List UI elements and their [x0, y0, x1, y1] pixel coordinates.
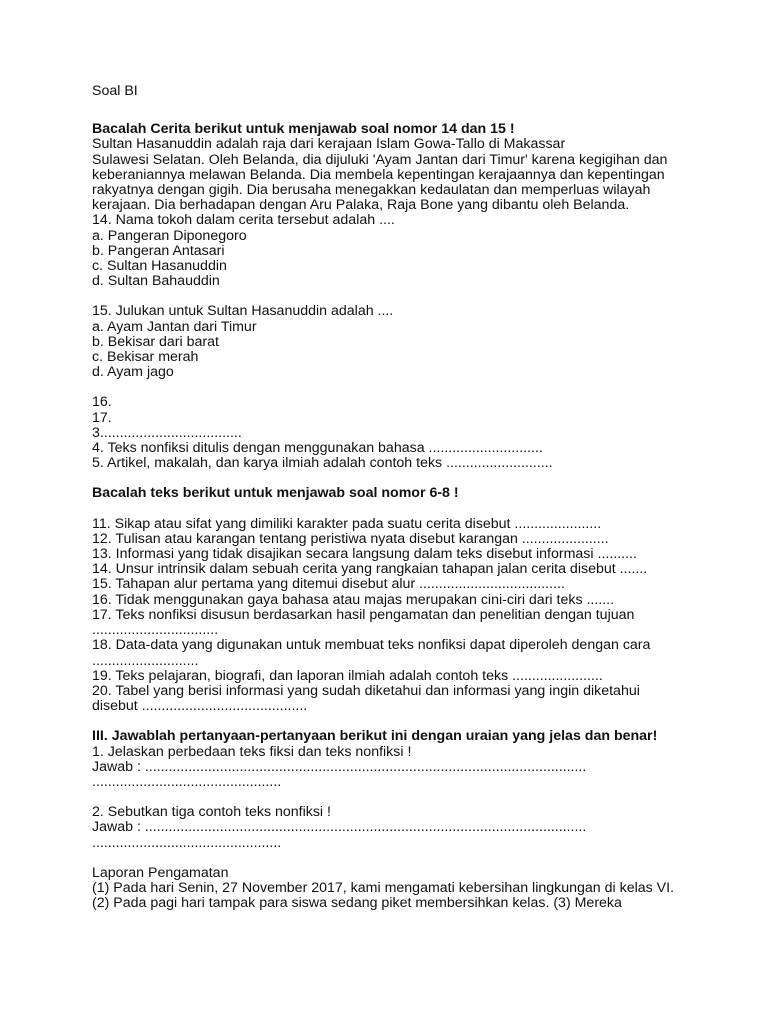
list-item: 17.: [92, 409, 112, 426]
list-item: 13. Informasi yang tidak disajikan secara langsung dalam teks disebut informasi ..........: [92, 546, 637, 563]
report-line: (1) Pada hari Senin, 27 November 2017, kami mengamati kebersihan lingkungan di kelas VI.: [92, 879, 675, 896]
list-item: 16.: [92, 394, 112, 411]
list-item: ................................: [92, 622, 219, 639]
list-item: 5. Artikel, makalah, dan karya ilmiah adalah contoh teks ...........................: [92, 455, 553, 472]
list-item: ...........................: [92, 652, 199, 669]
option: d. Sultan Bahauddin: [92, 273, 220, 290]
option: d. Ayam jago: [92, 364, 174, 381]
answer-line: Jawab : ................................................................................................................: [92, 758, 587, 775]
section2-heading: Bacalah teks berikut untuk menjawab soal nomor 6-8 !: [92, 485, 459, 502]
option: a. Pangeran Diponegoro: [92, 227, 247, 244]
answer-line: Jawab : ................................................................................................................: [92, 819, 587, 836]
essay-question-2: 2. Sebutkan tiga contoh teks nonfiksi !: [92, 804, 331, 821]
list-item: 11. Sikap atau sifat yang dimiliki karakter pada suatu cerita disebut ......................: [92, 515, 602, 532]
essay-question-1: 1. Jelaskan perbedaan teks fiksi dan teks nonfiksi !: [92, 743, 412, 760]
list-item: 14. Unsur intrinsik dalam sebuah cerita yang rangkaian tahapan jalan cerita disebut .......: [92, 561, 648, 578]
section1-heading: Bacalah Cerita berikut untuk menjawab soal nomor 14 dan 15 !: [92, 121, 515, 138]
list-item: 17. Teks nonfiksi disusun berdasarkan hasil pengamatan dan penelitian dengan tujuan: [92, 606, 635, 623]
list-item: disebut ..........................................: [92, 698, 308, 715]
report-title: Laporan Pengamatan: [92, 864, 229, 881]
list-item: 15. Tahapan alur pertama yang ditemui disebut alur .....................................: [92, 576, 565, 593]
answer-line: ................................................: [92, 834, 282, 851]
passage-line: Sulawesi Selatan. Oleh Belanda, dia dijuluki 'Ayam Jantan dari Timur' karena kegigihan dan: [92, 151, 668, 168]
report-line: (2) Pada pagi hari tampak para siswa sedang piket membersihkan kelas. (3) Mereka: [92, 895, 622, 912]
question-14: 14. Nama tokoh dalam cerita tersebut adalah ....: [92, 212, 395, 229]
answer-line: ................................................: [92, 773, 282, 790]
option: c. Sultan Hasanuddin: [92, 258, 227, 275]
list-item: 4. Teks nonfiksi ditulis dengan menggunakan bahasa .............................: [92, 440, 543, 457]
list-item: 16. Tidak menggunakan gaya bahasa atau majas merupakan cini-ciri dari teks .......: [92, 591, 615, 608]
list-item: 12. Tulisan atau karangan tentang peristiwa nyata disebut karangan ......................: [92, 530, 609, 547]
option: c. Bekisar merah: [92, 349, 199, 366]
passage-line: Sultan Hasanuddin adalah raja dari kerajaan Islam Gowa-Tallo di Makassar: [92, 136, 566, 153]
document-page: [92, 84, 732, 911]
passage-line: kerajaan. Dia berhadapan dengan Aru Palaka, Raja Bone yang dibantu oleh Belanda.: [92, 197, 630, 214]
list-item: 19. Teks pelajaran, biografi, dan laporan ilmiah adalah contoh teks .......................: [92, 667, 603, 684]
list-item: 20. Tabel yang berisi informasi yang sudah diketahui dan informasi yang ingin diketahui: [92, 682, 640, 699]
section3-heading: III. Jawablah pertanyaan-pertanyaan berikut ini dengan uraian yang jelas dan benar!: [92, 728, 658, 745]
option: b. Bekisar dari barat: [92, 333, 219, 350]
passage-line: keberaniannya melawan Belanda. Dia membela kepentingan kerajaannya dan kepentingan: [92, 166, 665, 183]
passage-line: rakyatnya dengan gigih. Dia berusaha menegakkan kedaulatan dan memperluas wilayah: [92, 182, 651, 199]
question-15: 15. Julukan untuk Sultan Hasanuddin adalah ....: [92, 303, 394, 320]
option: a. Ayam Jantan dari Timur: [92, 318, 257, 335]
list-item: 3....................................: [92, 424, 242, 441]
option: b. Pangeran Antasari: [92, 242, 225, 259]
list-item: 18. Data-data yang digunakan untuk membuat teks nonfiksi dapat diperoleh dengan cara: [92, 637, 651, 654]
document-title: Soal BI: [92, 83, 138, 99]
